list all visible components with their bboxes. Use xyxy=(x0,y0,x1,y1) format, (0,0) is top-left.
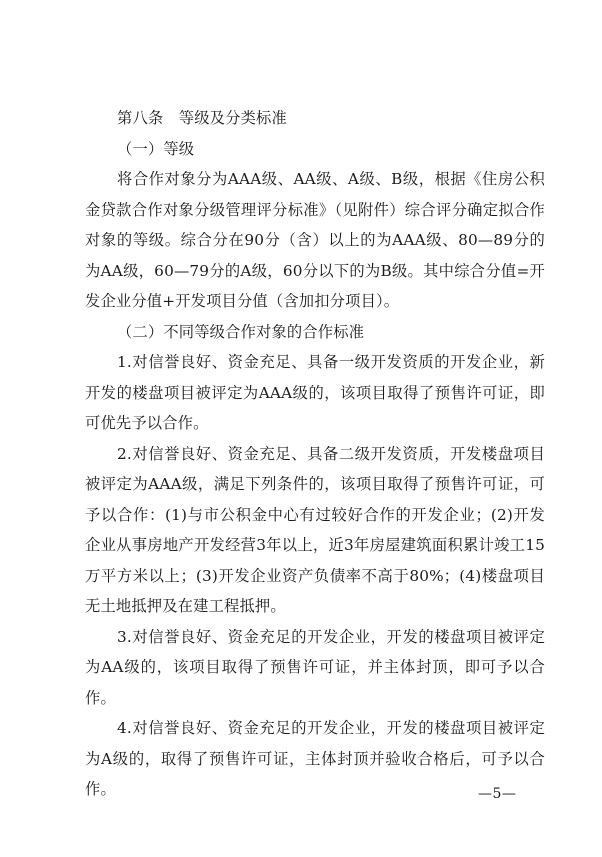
section-two-heading: （二）不同等级合作对象的合作标准 xyxy=(117,322,365,341)
item-2-paragraph: 2.对信誉良好、资金充足、具备二级开发资质，开发楼盘项目被评定为AAA级，满足下列条件的，该项目取得了预售许可证，可予以合作：(1)与市公积金中心有过较好合作的开发企业；(2)开发企业从事房地产开发经营3年以上，近3年房屋建筑面积累计竣工15万平方米以上；(3)开发企业资产负债率不高于80%；(4)楼盘项目无土地抵押及在建工程抵押。 xyxy=(85,444,545,615)
item-1-paragraph: 1.对信誉良好、资金充足、具备一级开发资质的开发企业，新开发的楼盘项目被评定为AAA级的，该项目取得了预售许可证，即可优先予以合作。 xyxy=(85,353,545,432)
item-4-paragraph: 4.对信誉良好、资金充足的开发企业，开发的楼盘项目被评定为A级的，取得了预售许可证，主体封顶并验收合格后，可予以合作。 xyxy=(85,719,545,798)
article-title: 第八条 等级及分类标准 xyxy=(117,109,287,127)
document-body xyxy=(85,103,545,805)
section-one-paragraph: 将合作对象分为AAA级、AA级、A级、B级，根据《住房公积金贷款合作对象分级管理评分标准》（见附件）综合评分确定拟合作对象的等级。综合分在90分（含）以上的为AAA级、80—89分的为AA级，60—79分的A级，60分以下的为B级。其中综合分值=开发企业分值+开发项目分值（含加扣分项目）。 xyxy=(85,170,545,310)
item-3-paragraph: 3.对信誉良好、资金充足的开发企业，开发的楼盘项目被评定为AA级的，该项目取得了预售许可证，并主体封顶，即可予以合作。 xyxy=(85,627,545,707)
section-one-heading: （一）等级 xyxy=(117,139,195,158)
page-number: —5— xyxy=(478,786,517,802)
